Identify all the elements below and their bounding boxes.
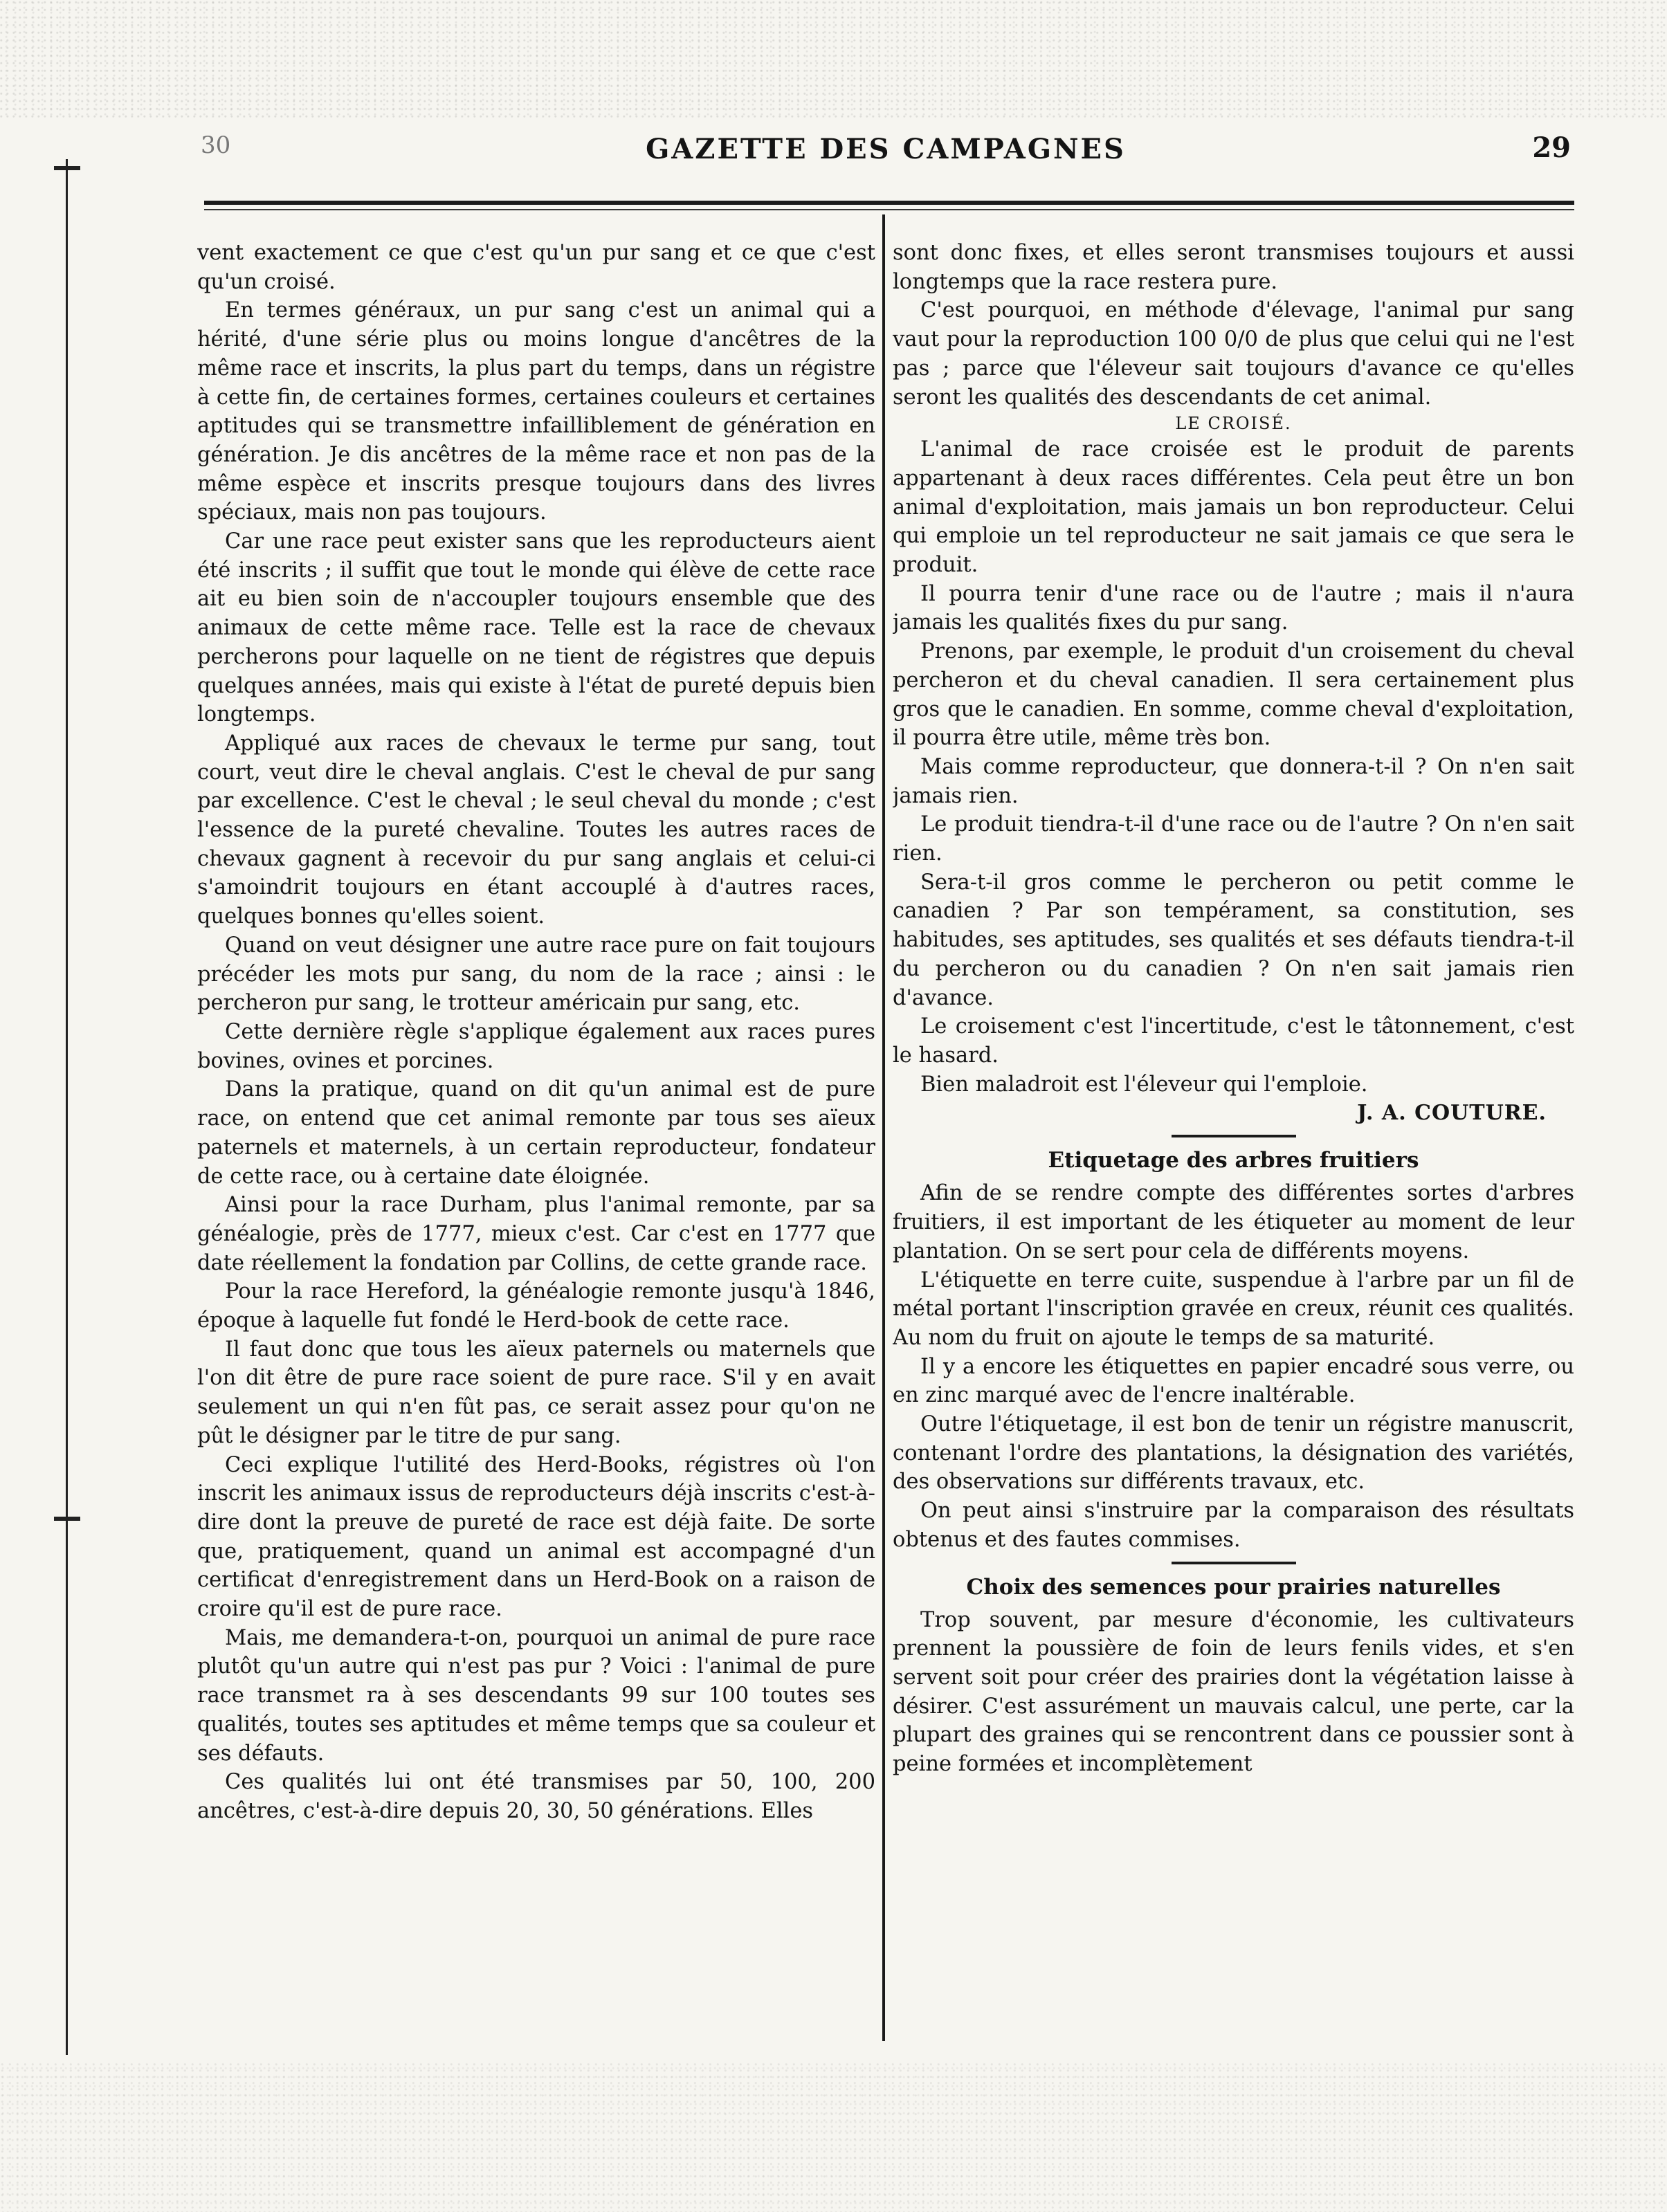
newspaper-title: GAZETTE DES CAMPAGNES <box>646 133 1126 165</box>
paragraph: Pour la race Hereford, la généalogie remonte jusqu'à 1846, époque à laquelle fut fondé le Herd-book de cette race. <box>197 1279 875 1333</box>
section-separator <box>1172 1135 1296 1137</box>
binding-mark <box>54 166 80 170</box>
section-title: Choix des semences pour prairies naturelles <box>966 1574 1501 1600</box>
paragraph: En termes généraux, un pur sang c'est un animal qui a hérité, d'une série plus ou moins longue d'ancêtres de la même race et inscrits, la plus part du temps, dans un régistre à cette fin, de certaines formes, certaines couleurs et certaines aptitudes qui se transmettre infailliblement de génération en génération. Je dis ancêtres de la même race et non pas de la même espèce et inscrits presque toujours dans des livres spéciaux, mais non pas toujours. <box>197 298 875 525</box>
paragraph: Quand on veut désigner une autre race pure on fait toujours précéder les mots pur sang, du nom de la race ; ainsi : le percheron pur sang, le trotteur américain pur sang, etc. <box>197 933 875 1016</box>
column-divider <box>882 214 885 2041</box>
paragraph: L'étiquette en terre cuite, suspendue à l'arbre par un fil de métal portant l'inscription gravée en creux, réunit ces qualités. Au nom du fruit on ajoute le temps de sa maturité. <box>893 1268 1574 1350</box>
right-column <box>893 239 1574 2051</box>
paragraph: Prenons, par exemple, le produit d'un croisement du cheval percheron et du cheval canadien. Il sera certainement plus gros que le canadien. En somme, comme cheval d'exploitation, il pourra être utile, même très bon. <box>893 639 1574 751</box>
paragraph: Trop souvent, par mesure d'économie, les cultivateurs prennent la poussière de foin de leurs fenils vides, et s'en servent soit pour créer des prairies dont la végétation laisse à désirer. C'est assurément un mauvais calcul, une perte, car la plupart des graines qui se rencontrent dans ce poussier sont à peine formées et incomplètement <box>893 1607 1574 1777</box>
binding-margin-line <box>66 159 68 2055</box>
paragraph: Outre l'étiquetage, il est bon de tenir un régistre manuscrit, contenant l'ordre des plantations, la désignation des variétés, des observations sur différents travaux, etc. <box>893 1412 1574 1495</box>
paragraph: sont donc fixes, et elles seront transmises toujours et aussi longtemps que la race restera pure. <box>893 241 1574 294</box>
header-rule-thick <box>204 201 1574 205</box>
section-separator <box>1172 1562 1296 1564</box>
paragraph: C'est pourquoi, en méthode d'élevage, l'animal pur sang vaut pour la reproduction 100 0/0 de plus que celui qui ne l'est pas ; parce que l'éleveur sait toujours d'avance ce qu'elles seront les qualités des descendants de cet animal. <box>893 298 1574 410</box>
paragraph: Il y a encore les étiquettes en papier encadré sous verre, ou en zinc marqué avec de l'encre inaltérable. <box>893 1354 1574 1408</box>
scan-noise-top <box>0 0 1667 118</box>
paragraph: Ces qualités lui ont été transmises par 50, 100, 200 ancêtres, c'est-à-dire depuis 20, 30, 50 générations. Elles <box>197 1770 875 1823</box>
scan-noise-bottom <box>0 2062 1667 2212</box>
paragraph: vent exactement ce que c'est qu'un pur sang et ce que c'est qu'un croisé. <box>197 241 875 294</box>
subheading: LE CROISÉ. <box>1175 414 1292 434</box>
page-number: 29 <box>1532 131 1571 164</box>
paragraph: Car une race peut exister sans que les reproducteurs aient été inscrits ; il suffit que tout le monde qui élève de cette race ait eu bien soin de n'accoupler toujours ensemble que des animaux de cette même race. Telle est la race de chevaux percherons pour laquelle on ne tient de régistres que depuis quelques années, mais qui existe à l'état de pureté depuis bien longtemps. <box>197 529 875 727</box>
paragraph: Le croisement c'est l'incertitude, c'est le tâtonnement, c'est le hasard. <box>893 1014 1574 1068</box>
paragraph: Mais comme reproducteur, que donnera-t-il ? On n'en sait jamais rien. <box>893 754 1574 808</box>
author-signature: J. A. COUTURE. <box>1357 1101 1547 1126</box>
paragraph: Afin de se rendre compte des différentes sortes d'arbres fruitiers, il est important de les étiqueter au moment de leur plantation. On se sert pour cela de différents moyens. <box>893 1181 1574 1263</box>
paragraph: Ceci explique l'utilité des Herd-Books, régistres où l'on inscrit les animaux issus de reproducteurs déjà inscrits c'est-à-dire dont la preuve de pureté de race est déjà faite. De sorte que, pratiquement, quand un animal est accompagné d'un certificat d'enregistrement dans un Herd-Book on a raison de croire qu'il est de pure race. <box>197 1452 875 1622</box>
binding-mark <box>54 1517 80 1521</box>
page-header <box>201 131 1571 173</box>
paragraph: On peut ainsi s'instruire par la comparaison des résultats obtenus et des fautes commises. <box>893 1499 1574 1552</box>
paragraph: Appliqué aux races de chevaux le terme pur sang, tout court, veut dire le cheval anglais. C'est le cheval de pur sang par excellence. C'est le cheval ; le seul cheval du monde ; c'est l'essence de la pureté chevaline. Toutes les autres races de chevaux gagnent à recevoir du pur sang anglais et celui-ci s'amoindrit toujours en étant accouplé à d'autres races, quelques bonnes qu'elles soient. <box>197 731 875 929</box>
paragraph: Cette dernière règle s'applique également aux races pures bovines, ovines et porcines. <box>197 1019 875 1073</box>
paragraph: Il faut donc que tous les aïeux paternels ou maternels que l'on dit être de pure race soient de pure race. S'il y en avait seulement un qui n'en fût pas, ce serait assez pour qu'on ne pût le désigner par le titre de pur sang. <box>197 1337 875 1448</box>
paragraph: Sera-t-il gros comme le percheron ou petit comme le canadien ? Par son tempérament, sa constitution, ses habitudes, ses aptitudes, ses qualités et ses défauts tiendra-t-il du percheron ou du canadien ? On n'en sait jamais rien d'avance. <box>893 870 1574 1010</box>
paragraph: Bien maladroit est l'éleveur qui l'emploie. <box>920 1072 1368 1097</box>
paragraph: Le produit tiendra-t-il d'une race ou de l'autre ? On n'en sait rien. <box>893 812 1574 866</box>
section-title: Etiquetage des arbres fruitiers <box>1048 1148 1419 1173</box>
left-column <box>197 239 875 2051</box>
page-number-left: 30 <box>201 131 231 159</box>
paragraph: Ainsi pour la race Durham, plus l'animal remonte, par sa généalogie, près de 1777, mieux c'est. Car c'est en 1777 que date réellement la fondation par Collins, de cette grande race. <box>197 1193 875 1275</box>
paragraph: Dans la pratique, quand on dit qu'un animal est de pure race, on entend que cet animal remonte par tous ses aïeux paternels et maternels, à un certain reproducteur, fondateur de cette race, ou à certaine date éloignée. <box>197 1077 875 1189</box>
header-rule-thin <box>204 209 1574 210</box>
paragraph: Mais, me demandera-t-on, pourquoi un animal de pure race plutôt qu'un autre qui n'est pas pur ? Voici : l'animal de pure race transmet ra à ses descendants 99 sur 100 toutes ses qualités, toutes ses aptitudes et même temps que sa couleur et ses défauts. <box>197 1625 875 1766</box>
paragraph: L'animal de race croisée est le produit de parents appartenant à deux races différentes. Cela peut être un bon animal d'exploitation, mais jamais un bon reproducteur. Celui qui emploie un tel reproducteur ne sait jamais ce que sera le produit. <box>893 437 1574 578</box>
paragraph: Il pourra tenir d'une race ou de l'autre ; mais il n'aura jamais les qualités fixes du pur sang. <box>893 581 1574 635</box>
